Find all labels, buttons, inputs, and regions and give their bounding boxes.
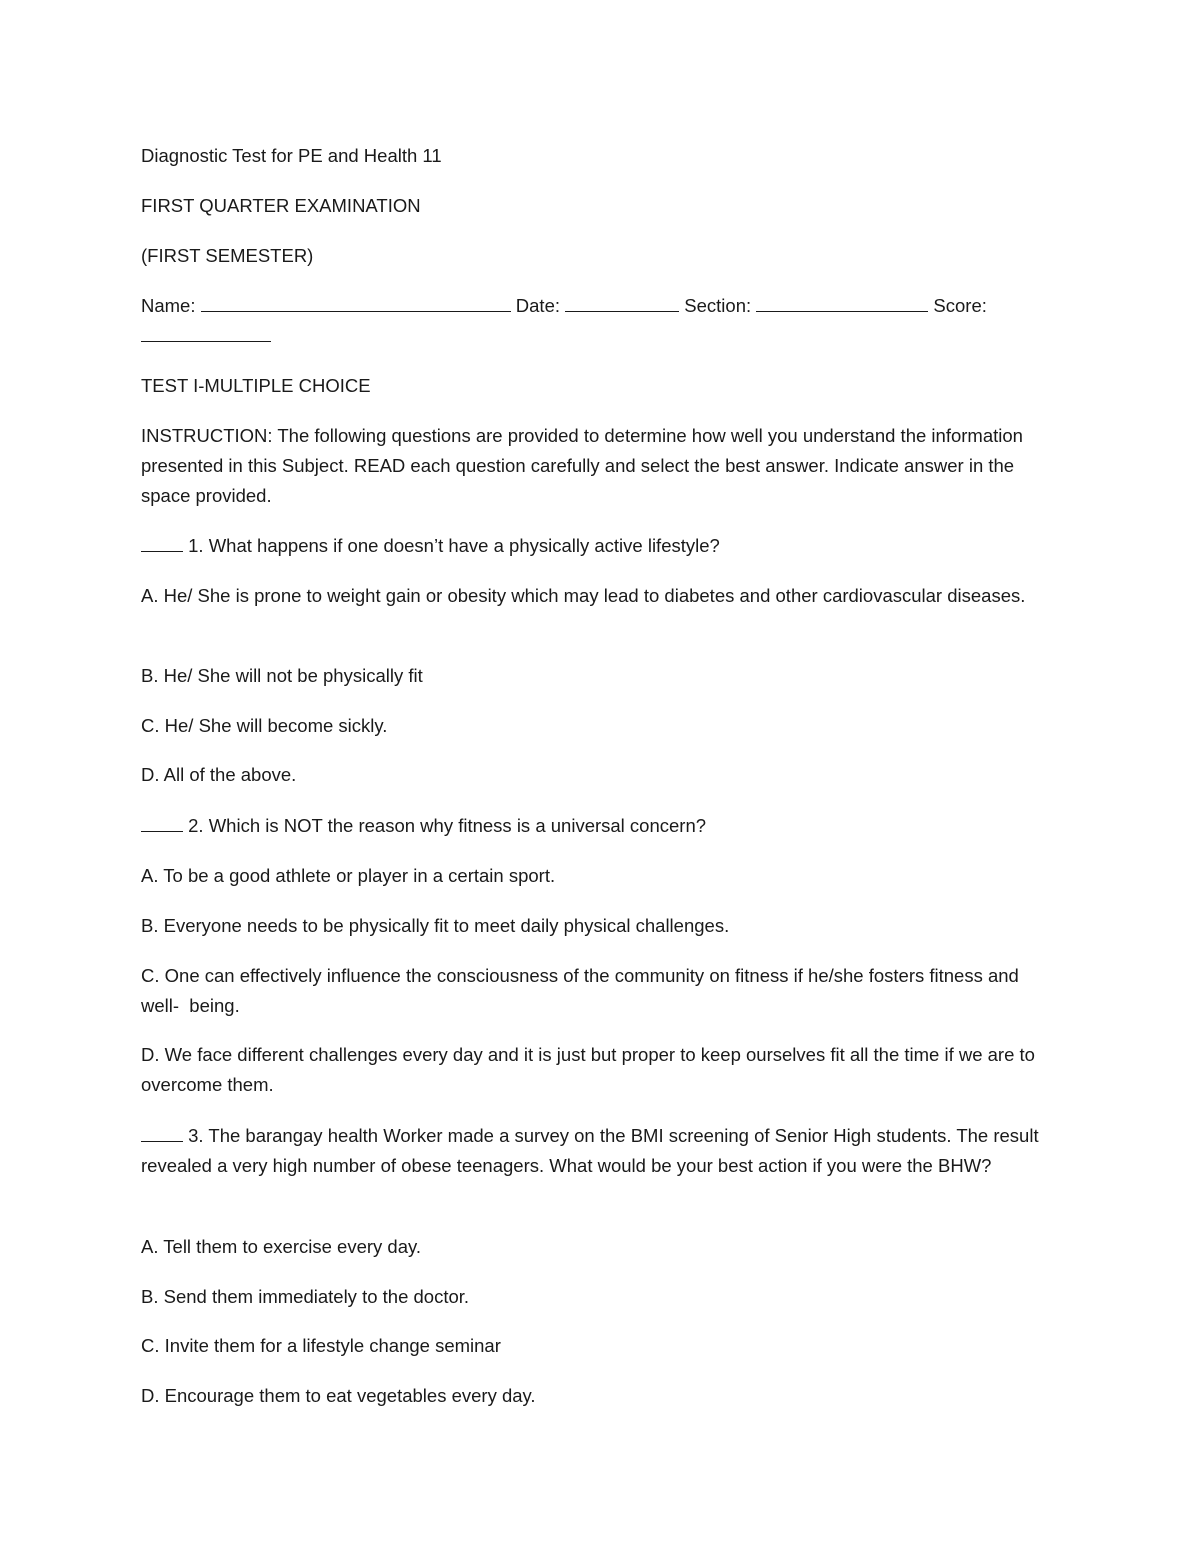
date-label: Date:: [515, 295, 560, 316]
question-3-choice-c: C. Invite them for a lifestyle change seminar: [141, 1335, 501, 1356]
question-number: 2.: [188, 815, 204, 836]
question-2-choice-b: B. Everyone needs to be physically fit to meet daily physical challenges.: [141, 915, 730, 936]
exam-title: FIRST QUARTER EXAMINATION: [141, 195, 421, 216]
question-3-choice-a: A. Tell them to exercise every day.: [141, 1236, 422, 1257]
question-1-choice-d: D. All of the above.: [141, 764, 297, 785]
section-blank[interactable]: [756, 294, 928, 312]
student-info-line: [141, 291, 987, 321]
question-3: [141, 1121, 1056, 1181]
name-label: Name:: [141, 295, 196, 316]
question-2-choice-d: D. We face different challenges every day and it is just but proper to keep ourselves fit all the time if we are to overcome them.: [141, 1044, 1071, 1095]
question-2-choice-a: A. To be a good athlete or player in a certain sport.: [141, 865, 556, 886]
question-1-choice-a: A. He/ She is prone to weight gain or obesity which may lead to diabetes and other cardiovascular diseases.: [141, 585, 1026, 606]
score-blank[interactable]: [141, 324, 271, 342]
answer-blank-2[interactable]: [141, 814, 183, 832]
question-text: The barangay health Worker made a survey on the BMI screening of Senior High students. The result revealed a very high number of obese teenagers. What would be your best action if you were the BHW?: [141, 1125, 1039, 1176]
question-2: [141, 811, 706, 841]
question-3-choice-b: B. Send them immediately to the doctor.: [141, 1286, 470, 1307]
name-blank[interactable]: [201, 294, 511, 312]
question-number: 1.: [188, 535, 204, 556]
test-heading: TEST I-MULTIPLE CHOICE: [141, 375, 371, 396]
score-label: Score:: [933, 295, 987, 316]
test-instruction: INSTRUCTION: The following questions are provided to determine how well you understand the information presented in this Subject. READ each question carefully and select the best answer. Indicate answer in the space provided.: [141, 425, 1023, 506]
date-blank[interactable]: [565, 294, 679, 312]
answer-blank-1[interactable]: [141, 534, 183, 552]
question-2-choice-c: C. One can effectively influence the consciousness of the community on fitness if he/she fosters fitness and well- being.: [141, 965, 1024, 1016]
question-1: [141, 531, 720, 561]
semester-label: (FIRST SEMESTER): [141, 245, 314, 266]
question-number: 3.: [188, 1125, 204, 1146]
score-line: [141, 321, 271, 351]
question-text: What happens if one doesn’t have a physically active lifestyle?: [208, 535, 720, 556]
document-title: Diagnostic Test for PE and Health 11: [141, 145, 442, 166]
question-text: Which is NOT the reason why fitness is a universal concern?: [208, 815, 707, 836]
question-3-choice-d: D. Encourage them to eat vegetables every day.: [141, 1385, 536, 1406]
question-1-choice-c: C. He/ She will become sickly.: [141, 715, 388, 736]
question-1-choice-b: B. He/ She will not be physically fit: [141, 665, 423, 686]
answer-blank-3[interactable]: [141, 1124, 183, 1142]
section-label: Section:: [684, 295, 752, 316]
